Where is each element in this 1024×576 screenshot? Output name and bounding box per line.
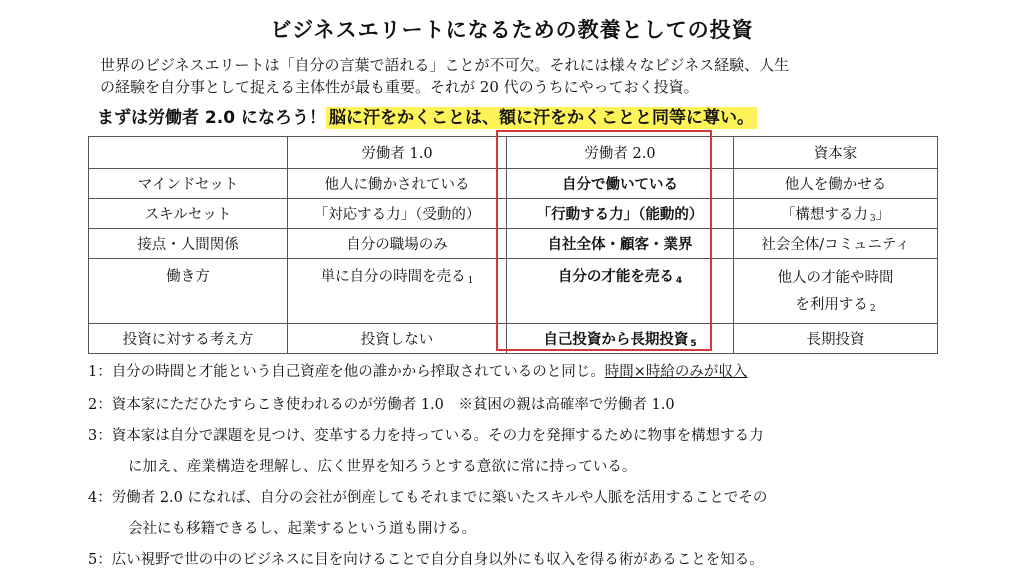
- table-row: [89, 169, 938, 199]
- lead-plain: まずは労働者 2.0 になろう！: [97, 108, 326, 128]
- footnote-2: 2：資本家にただひたすらこき使われるのが労働者 1.0 ※貧困の親は高確率で労働者 1.0: [88, 397, 675, 413]
- table-row: [89, 199, 938, 229]
- header-empty: [89, 137, 288, 169]
- row-label: 接点・人間関係: [89, 229, 288, 259]
- footnote-ref: 1: [467, 276, 474, 286]
- comparison-table: [88, 136, 938, 354]
- lead-statement: [97, 103, 757, 128]
- header-capitalist: 資本家: [734, 137, 938, 169]
- page-title: ビジネスエリートになるための教養としての投資: [270, 18, 754, 42]
- footnote-ref: 2: [869, 304, 876, 314]
- cell-worker-2: [507, 324, 734, 354]
- footnote-ref: 3: [869, 214, 876, 224]
- table-header-row: [89, 137, 938, 169]
- footnote-5: 5：広い視野で世の中のビジネスに目を向けることで自分自身以外にも収入を得る術があることを知る。: [88, 552, 764, 568]
- footnote-3: 3：資本家は自分で課題を見つけ、変革する力を持っている。その力を発揮するために物事を構想する力: [88, 428, 764, 444]
- footnote-text: 1：自分の時間と才能という自己資産を他の誰かから搾取されているのと同じ。: [88, 364, 605, 380]
- row-label: 投資に対する考え方: [89, 324, 288, 354]
- cell-worker-2: 「行動する力」（能動的）: [507, 199, 734, 229]
- row-label: マインドセット: [89, 169, 288, 199]
- cell-worker-1: 投資しない: [288, 324, 507, 354]
- header-worker-2: 労働者 2.0: [507, 137, 734, 169]
- header-worker-1: 労働者 1.0: [288, 137, 507, 169]
- cell-capitalist: 社会全体/コミュニティ: [734, 229, 938, 259]
- cell-capitalist: 長期投資: [734, 324, 938, 354]
- footnote-underlined: 時間×時給のみが収入: [604, 364, 748, 380]
- lead-highlight: 脳に汗をかくことは、額に汗をかくことと同等に尊い。: [326, 107, 757, 129]
- cell-text: 自己投資から長期投資: [543, 332, 689, 348]
- footnote-1: [88, 360, 747, 381]
- cell-worker-1: 「対応する力」（受動的）: [288, 199, 507, 229]
- cell-worker-2: 自社全体・顧客・業界: [507, 229, 734, 259]
- cell-text-tail: 」: [875, 207, 891, 223]
- cell-worker-2: [507, 259, 734, 324]
- row-label: スキルセット: [89, 199, 288, 229]
- cell-capitalist: [734, 259, 938, 324]
- intro-line-1: 世界のビジネスエリートは「自分の言葉で語れる」ことが不可欠。それには様々なビジネス経験、人生: [100, 56, 790, 74]
- table-row: [89, 229, 938, 259]
- cell-worker-1: [288, 259, 507, 324]
- table-row: [89, 259, 938, 324]
- row-label: 働き方: [89, 259, 288, 324]
- footnote-ref: 5: [690, 339, 697, 349]
- footnote-ref: 4: [675, 276, 683, 286]
- cell-text: 「構想する力: [780, 207, 868, 223]
- intro-line-2: の経験を自分事として捉える主体性が最も重要。それが 20 代のうちにやっておく投資。: [100, 78, 699, 96]
- cell-text: 単に自分の時間を売る: [320, 269, 466, 285]
- cell-text-line-2: を利用する: [795, 297, 868, 313]
- footnote-4-cont: 会社にも移籍できるし、起業するという道も開ける。: [128, 521, 476, 537]
- cell-worker-1: 自分の職場のみ: [288, 229, 507, 259]
- table-row: [89, 324, 938, 354]
- cell-worker-1: 他人に働かされている: [288, 169, 507, 199]
- cell-capitalist: 他人を働かせる: [734, 169, 938, 199]
- footnote-4: 4：労働者 2.0 になれば、自分の会社が倒産してもそれまでに築いたスキルや人脈を活用することでその: [88, 490, 768, 506]
- cell-text: 自分の才能を売る: [557, 269, 674, 285]
- cell-capitalist: [734, 199, 938, 229]
- cell-text: 他人の才能や時間: [777, 270, 894, 286]
- cell-worker-2: 自分で働いている: [507, 169, 734, 199]
- footnote-3-cont: に加え、産業構造を理解し、広く世界を知ろうとする意欲に常に持っている。: [128, 459, 637, 475]
